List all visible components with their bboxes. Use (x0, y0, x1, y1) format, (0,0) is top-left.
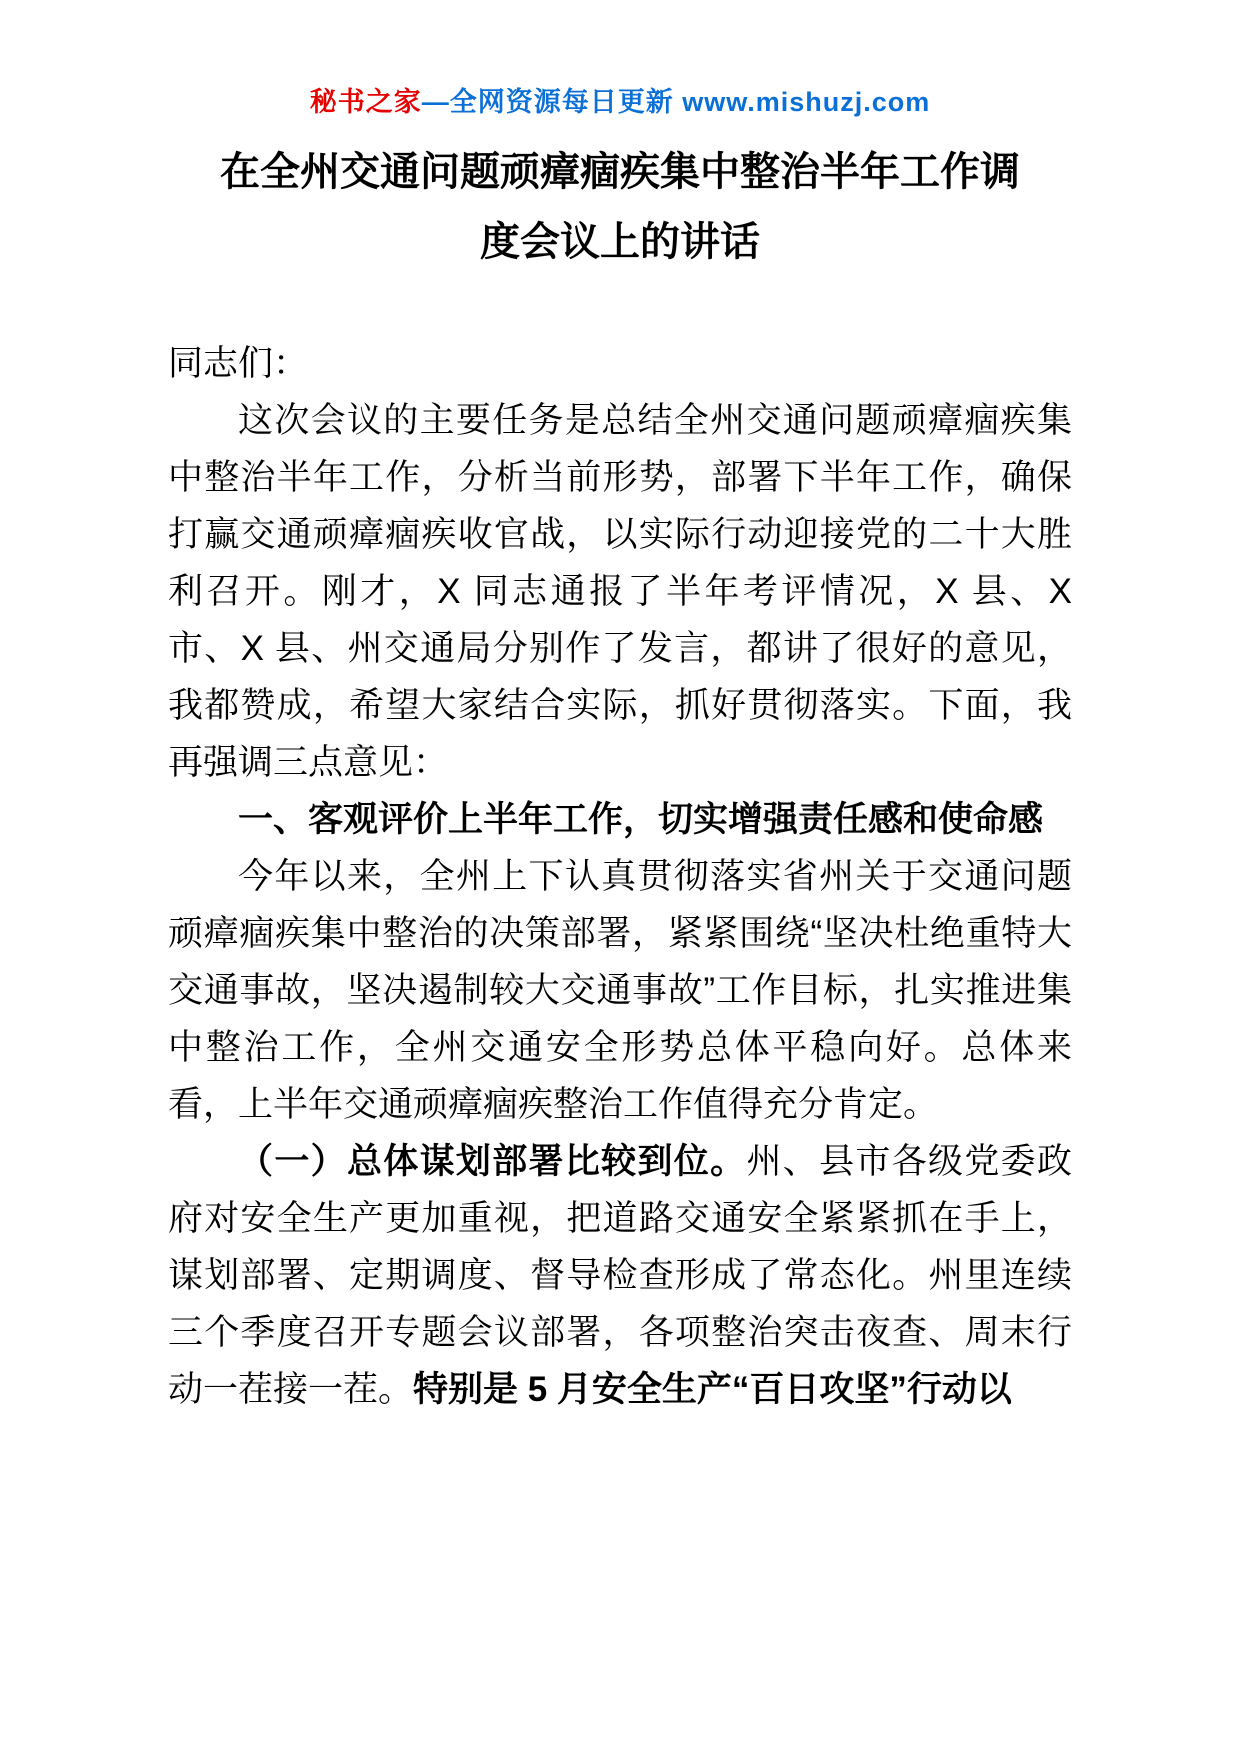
site-brand: 秘书之家 (309, 87, 422, 117)
paragraph-segment: 今年以来，全州上下认真贯彻落实省州关于交通问题顽瘴痼疾集中整治的决策部署，紧紧围绕“坚决杜绝重特大交通事故，坚决遏制较大交通事故”工作目标，扎实推进集中整治工作，全州交通安全形势总体平稳向好。总体来看，上半年交通顽瘴痼疾整治工作值得充分肯定。 (168, 857, 1072, 1124)
page-title: 在全州交通问题顽瘴痼疾集中整治半年工作调度会议上的讲话 (220, 150, 1020, 264)
paragraph-segment: 州、县市各级党委政府对安全生产更加重视，把道路交通安全紧紧抓在手上，谋划部署、定期调度、督导检查形成了常态化。州里连续三个季度召开专题会议部署，各项整治突击夜查、周末行动一茬接一茬。 (168, 1142, 1072, 1409)
paragraph-segment-bold: 特别是 5 月安全生产“百日攻坚”行动以 (413, 1370, 1012, 1409)
paragraph (168, 848, 1072, 1133)
paragraph (168, 335, 1072, 392)
paragraph-segment: 同志们： (168, 344, 309, 383)
paragraph (168, 392, 1072, 791)
paragraph-segment: 这次会议的主要任务是总结全州交通问题顽瘴痼疾集中整治半年工作，分析当前形势，部署下半年工作，确保打赢交通顽瘴痼疾收官战，以实际行动迎接党的二十大胜利召开。刚才，X 同志通报了半年考评情况，X 县、X 市、X 县、州交通局分别作了发言，都讲了很好的意见，我都赞成，希望大家结合实际，抓好贯彻落实。下面，我再强调三点意见： (168, 401, 1072, 782)
site-tagline: —全网资源每日更新 www.mishuzj.com (421, 87, 931, 117)
site-header (168, 80, 1072, 119)
paragraph (168, 1133, 1072, 1418)
paragraph (168, 791, 1072, 848)
paragraph-segment-bold: （一）总体谋划部署比较到位。 (238, 1142, 747, 1181)
document-body (168, 335, 1072, 1418)
paragraph-segment-bold: 一、客观评价上半年工作，切实增强责任感和使命感 (238, 800, 1044, 839)
